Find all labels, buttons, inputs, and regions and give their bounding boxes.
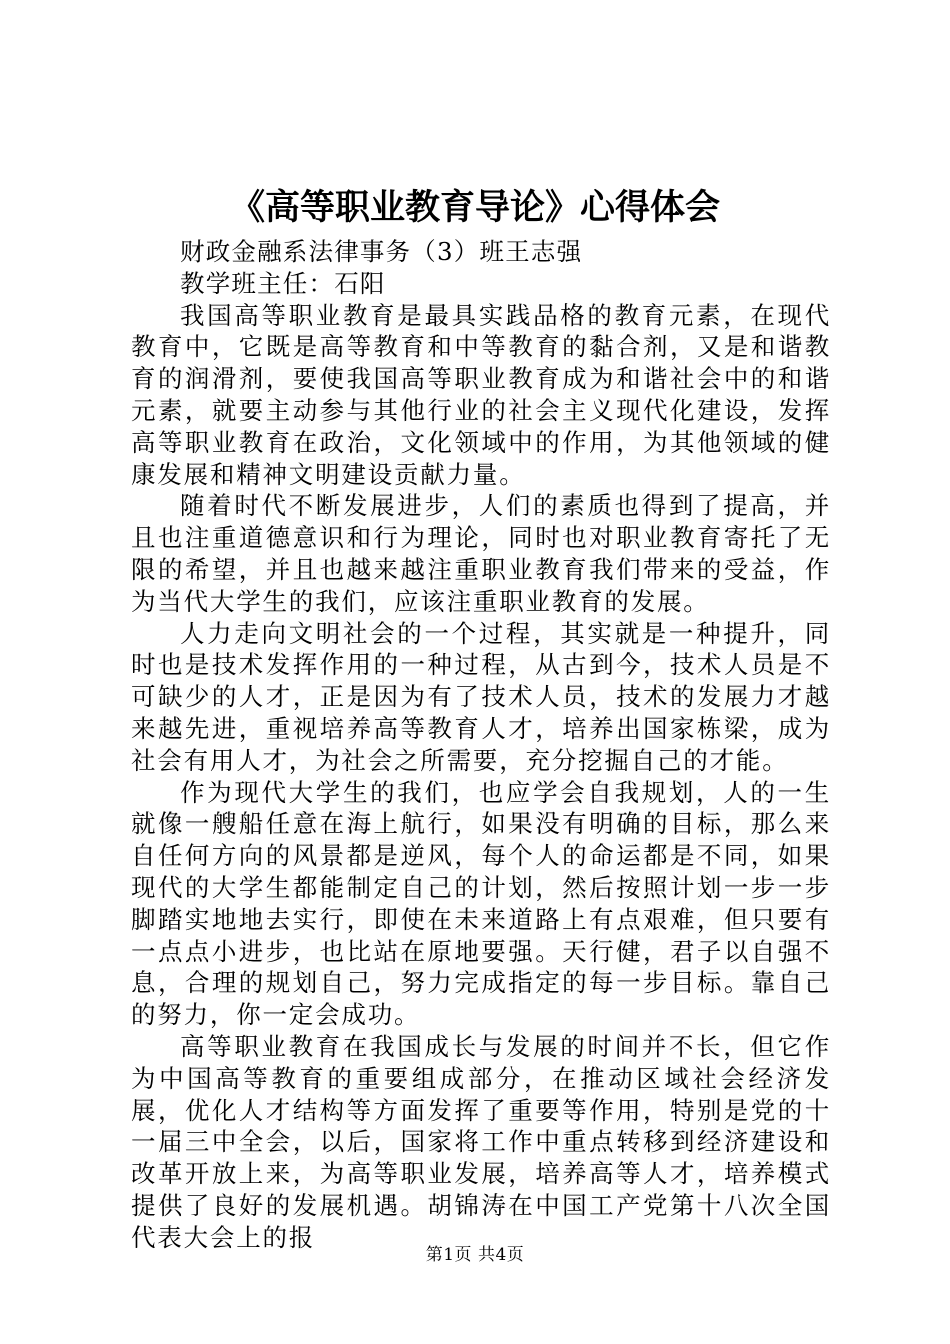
author-line: 财政金融系法律事务（3）班王志强 <box>180 237 583 266</box>
teacher-line: 教学班主任：石阳 <box>180 268 386 298</box>
body-paragraph: 我国高等职业教育是最具实践品格的教育元素，在现代教育中，它既是高等教育和中等教育的黏合剂，又是和谐教育的润滑剂，要使我国高等职业教育成为和谐社会中的和谐元素，就要主动参与其他行业的社会主义现代化建设，发挥高等职业教育在政治，文化领域中的作用，为其他领域的健康发展和精神文明建设贡献力量。 <box>131 300 831 489</box>
body-paragraph: 随着时代不断发展进步，人们的素质也得到了提高，并且也注重道德意识和行为理论，同时也对职业教育寄托了无限的希望，并且也越来越注重职业教育我们带来的受益，作为当代大学生的我们，应该注重职业教育的发展。 <box>131 491 831 616</box>
body-paragraph: 作为现代大学生的我们，也应学会自我规划，人的一生就像一艘船任意在海上航行，如果没有明确的目标，那么来自任何方向的风景都是逆风，每个人的命运都是不同，如果现代的大学生都能制定自己的计划，然后按照计划一步一步脚踏实地地去实行，即使在未来道路上有点艰难，但只要有一点点小进步，也比站在原地要强。天行健，君子以自强不息，合理的规划自己，努力完成指定的每一步目标。靠自己的努力，你一定会成功。 <box>131 777 831 1030</box>
document-body <box>131 236 831 1254</box>
page-number-footer: 第1页 共4页 <box>425 1245 525 1265</box>
body-paragraph: 高等职业教育在我国成长与发展的时间并不长，但它作为中国高等教育的重要组成部分，在推动区域社会经济发展，优化人才结构等方面发挥了重要等作用，特别是党的十一届三中全会，以后，国家将工作中重点转移到经济建设和改革开放上来，为高等职业发展，培养高等人才，培养模式提供了良好的发展机遇。胡锦涛在中国工产党第十八次全国代表大会上的报 <box>131 1031 831 1252</box>
body-paragraph: 人力走向文明社会的一个过程，其实就是一种提升，同时也是技术发挥作用的一种过程，从古到今，技术人员是不可缺少的人才，正是因为有了技术人员，技术的发展力才越来越先进，重视培养高等教育人才，培养出国家栋梁，成为社会有用人才，为社会之所需要，充分挖掘自己的才能。 <box>131 618 831 775</box>
document-title: 《高等职业教育导论》心得体会 <box>229 187 720 228</box>
